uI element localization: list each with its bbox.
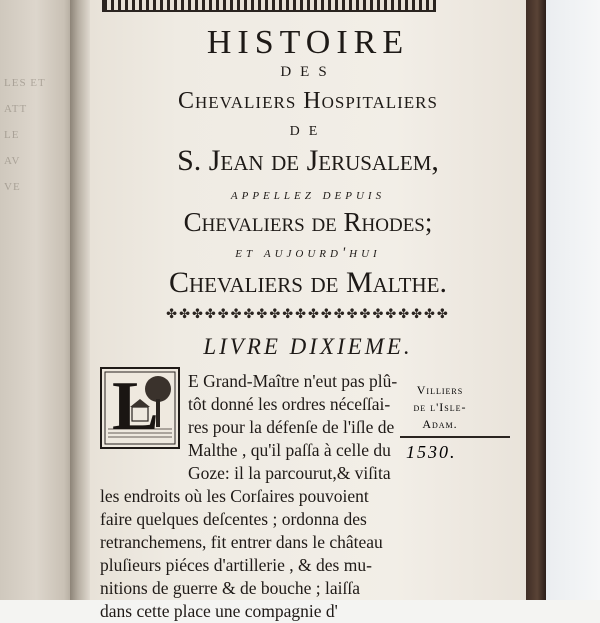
title-line-chevaliers: Chevaliers Hospitaliers [178,88,438,114]
body-line: Goze: il la parcourut,& viſita [188,463,391,483]
book-cover-edge [524,0,546,600]
book-gutter [70,0,92,600]
verso-page [0,0,80,600]
head-ornament [102,0,436,12]
marginal-note: Villiers de l'Isle- Adam. [413,383,467,431]
recto-page [90,0,526,621]
body-line: retranchemens, fit entrer dans le château [100,532,383,552]
title-line-rhodes: Chevaliers de Rhodes; [183,207,433,237]
dropcap-letter: L [112,368,159,445]
marginal-rule [400,436,510,438]
body-line: dans cette place une compagnie d' [100,601,338,621]
verso-show-through: LES ET ATT LE AV VE [4,77,46,193]
book-heading: LIVRE DIXIEME. [203,334,413,359]
title-line-malthe: Chevaliers de Malthe. [168,266,447,299]
body-line: les endroits où les Corſaires pouvoient [100,486,369,506]
body-line: tôt donné les ordres néceſſai- [188,394,391,414]
title-line-aujourdhui: et aujourd'hui [235,245,381,261]
fleuron-row: ✤✤✤✤✤✤✤✤✤✤✤✤✤✤✤✤✤✤✤✤✤✤ [166,306,450,321]
body-line: faire quelques deſcentes ; ordonna des [100,509,367,529]
title-line-des: DES [280,64,336,80]
title-line-appellez: appellez depuis [230,187,386,203]
title-line-saint-jean: S. Jean de Jerusalem, [177,144,439,177]
title-line-histoire: HISTOIRE [206,24,410,61]
dropcap-woodcut [100,367,180,449]
body-line: pluſieurs piéces d'artillerie , & des mu- [100,555,372,575]
body-line: E Grand-Maître n'eut pas plû- [188,371,398,391]
body-line: nitions de guerre & de bouche ; laiſſa [100,578,360,598]
body-line: Malthe , qu'il paſſa à celle du [188,440,391,460]
title-line-de: DE [289,124,327,139]
marginal-year: 1530. [406,442,457,462]
background [540,0,600,600]
body-line: res pour la défenſe de l'iſle de [188,417,395,437]
